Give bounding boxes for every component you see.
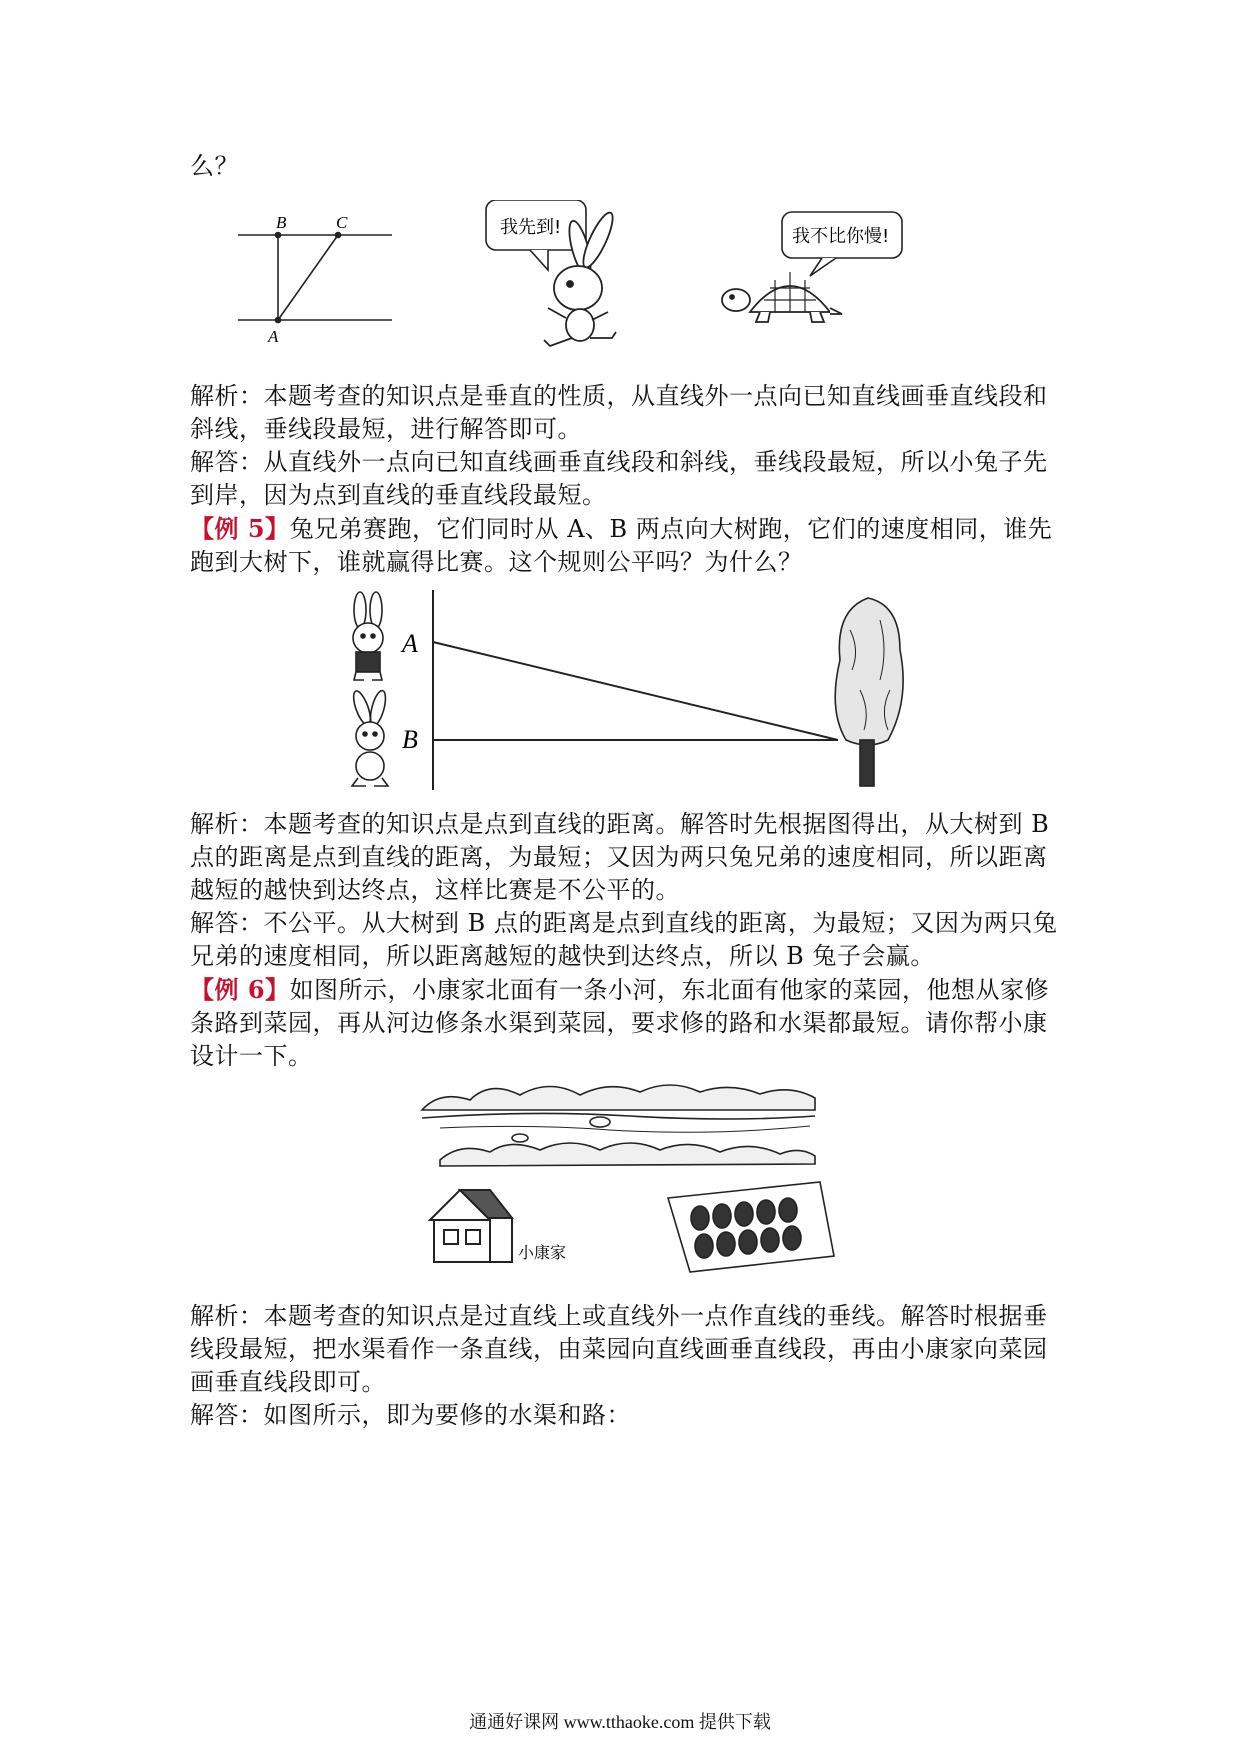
tree-illustration — [835, 598, 903, 786]
analysis-3: 解析：本题考查的知识点是过直线上或直线外一点作直线的垂线。解答时根据垂 线段最短，把水渠看作一条直线，由菜园向直线画垂直线段，再由小康家向菜园 画垂直线段即可。 — [190, 1302, 1048, 1396]
figure-rabbit-race — [340, 590, 940, 790]
rabbit-a-illustration — [353, 592, 383, 680]
answer-3: 解答：如图所示，即为要修的水渠和路： — [190, 1401, 631, 1429]
page-footer: 通通好课网 www.tthaoke.com 提供下载 — [469, 1712, 771, 1732]
turtle-illustration — [722, 272, 842, 322]
label-b: B — [276, 213, 287, 232]
example-6-tag: 【例 6】 — [190, 975, 290, 1004]
turtle-speech-text: 我不比你慢! — [792, 226, 890, 247]
rabbit-speech-text: 我先到! — [500, 217, 562, 238]
house-illustration — [430, 1190, 512, 1262]
analysis-1: 解析：本题考查的知识点是垂直的性质，从直线外一点向已知直线画垂直线段和 斜线，垂线段最短，进行解答即可。 — [190, 382, 1048, 443]
analysis-2: 解析：本题考查的知识点是点到直线的距离。解答时先根据图得出，从大树到 B 点的距离是点到直线的距离，为最短；又因为两只兔兄弟的速度相同，所以距离 越短的越快到达终点，这样比赛是不公平的。 — [190, 810, 1050, 904]
label-c: C — [336, 213, 348, 232]
geometry-diagram — [238, 233, 392, 323]
example-5: 【例 5】兔兄弟赛跑，它们同时从 A、B 两点向大树跑，它们的速度相同，谁先 跑到大树下，谁就赢得比赛。这个规则公平吗？为什么？ — [190, 514, 1053, 576]
figure-river-house-garden — [410, 1070, 850, 1290]
point-a-label: A — [402, 629, 418, 658]
answer-2: 解答：不公平。从大树到 B 点的距离是点到直线的距离，为最短；又因为两只兔 兄弟的速度相同，所以距离越短的越快到达终点，所以 B 兔子会赢。 — [190, 909, 1058, 970]
turtle-speech-bubble — [782, 212, 902, 276]
continued-question-line: 么？ — [190, 152, 239, 180]
figure-perpendicular-race — [230, 200, 950, 350]
example-6: 【例 6】如图所示，小康家北面有一条小河，东北面有他家的菜园，他想从家修 条路到菜园，再从河边修条水渠到菜园，要求修的路和水渠都最短。请你帮小康 设计一下。 — [190, 975, 1050, 1070]
rabbit-b-illustration — [350, 689, 388, 786]
example-5-tag: 【例 5】 — [190, 514, 290, 543]
river-illustration — [422, 1085, 815, 1166]
race-lines — [433, 590, 838, 790]
point-b-label: B — [402, 725, 418, 754]
vegetable-garden-illustration — [668, 1182, 834, 1272]
house-label: 小康家 — [518, 1243, 567, 1262]
answer-1: 解答：从直线外一点向已知直线画垂直线段和斜线，垂线段最短，所以小兔子先 到岸，因为点到直线的垂直线段最短。 — [190, 448, 1048, 509]
label-a: A — [268, 327, 279, 346]
